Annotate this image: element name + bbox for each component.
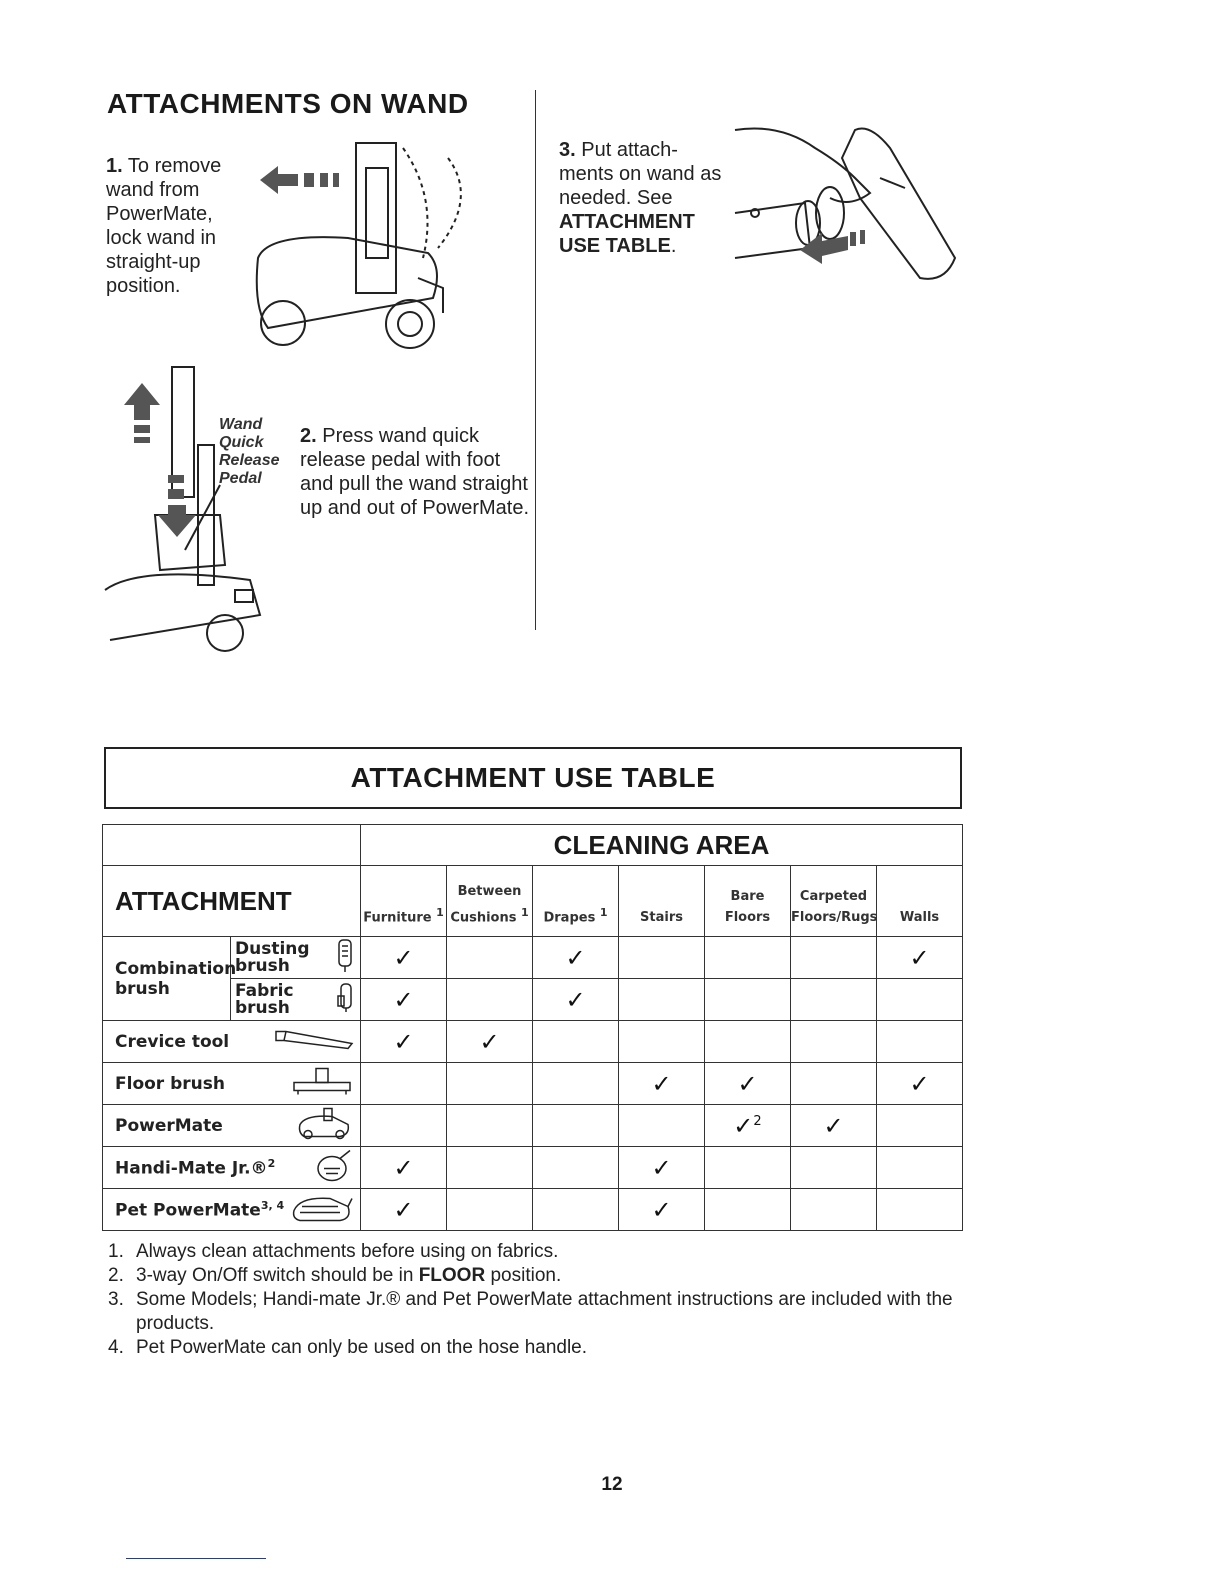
table-title-box <box>104 747 962 809</box>
check-cell: ✓ <box>791 1105 877 1147</box>
check-cell <box>705 1147 791 1189</box>
row-label: Pet PowerMate$^{3, 4}$ <box>103 1189 361 1231</box>
step-3-end: . <box>670 235 677 257</box>
pedal-label-line: Wand <box>219 416 263 433</box>
step-3-bold-text: ATTACHMENT USE TABLE <box>559 211 695 257</box>
column-header-drapes: Drapes $^1$ <box>533 866 619 937</box>
check-cell <box>705 937 791 979</box>
crevice-tool-icon <box>274 1028 354 1055</box>
check-cell <box>533 1063 619 1105</box>
check-cell: ✓ <box>361 937 447 979</box>
pedal-label <box>219 416 280 488</box>
row-label: Crevice tool <box>103 1021 361 1063</box>
check-cell <box>791 1147 877 1189</box>
table-row <box>103 937 963 979</box>
fabric-brush-cell: Fabric brush <box>231 979 361 1021</box>
quick-release-pedal-illustration <box>100 365 270 655</box>
check-cell <box>533 1189 619 1231</box>
footnotes <box>108 1240 968 1360</box>
check-cell: ✓ <box>619 1063 705 1105</box>
column-header-carpeted-floors: Carpeted Floors/Rugs <box>791 866 877 937</box>
check-cell: ✓ <box>361 1021 447 1063</box>
dusting-brush-icon <box>336 938 354 978</box>
powermate-icon <box>294 1106 354 1145</box>
step-1-number: 1. <box>106 155 123 177</box>
table-title: ATTACHMENT USE TABLE <box>350 762 716 793</box>
table-row <box>103 1021 963 1063</box>
step-1-text: To remove wand from PowerMate, lock wand in straight-up position. <box>106 155 222 297</box>
attachment-use-table <box>102 824 963 1231</box>
pedal-label-line: Release <box>219 452 280 469</box>
pet-powermate-icon <box>290 1190 354 1229</box>
check-cell <box>877 1021 963 1063</box>
step-2 <box>300 424 530 520</box>
handi-mate-icon <box>314 1148 354 1187</box>
table-row <box>103 1063 963 1105</box>
column-header-walls: Walls <box>877 866 963 937</box>
page-number: 12 <box>601 1474 623 1495</box>
check-cell: ✓ <box>361 1189 447 1231</box>
check-cell <box>619 1021 705 1063</box>
check-cell: ✓ <box>877 1063 963 1105</box>
check-cell <box>791 1189 877 1231</box>
check-cell: ✓$^2$ <box>705 1105 791 1147</box>
check-cell: ✓ <box>533 937 619 979</box>
pedal-label-line: Quick <box>219 434 264 451</box>
column-header-bare-floors: Bare Floors <box>705 866 791 937</box>
row-label: Floor brush <box>103 1063 361 1105</box>
check-cell <box>619 937 705 979</box>
check-cell <box>533 1105 619 1147</box>
check-cell <box>447 1063 533 1105</box>
check-cell: ✓ <box>877 937 963 979</box>
check-cell: ✓ <box>361 1147 447 1189</box>
check-cell <box>791 979 877 1021</box>
check-cell <box>877 1147 963 1189</box>
attachment-header: ATTACHMENT <box>103 866 361 937</box>
column-header-stairs: Stairs <box>619 866 705 937</box>
row-label: PowerMate <box>103 1105 361 1147</box>
footnote: 2. 3-way On/Off switch should be in FLOOR position. <box>108 1265 562 1286</box>
check-cell: ✓ <box>619 1189 705 1231</box>
wand-lock-illustration <box>238 138 528 363</box>
footnote: 1. Always clean attachments before using on fabrics. <box>108 1241 559 1262</box>
check-cell <box>533 1147 619 1189</box>
check-cell <box>447 1189 533 1231</box>
column-header-furniture: Furniture $^1$ <box>361 866 447 937</box>
section-title: ATTACHMENTS ON WAND <box>107 88 469 119</box>
pedal-label-line: Pedal <box>219 470 262 487</box>
step-2-number: 2. <box>300 425 317 447</box>
check-cell <box>791 937 877 979</box>
check-cell: ✓ <box>533 979 619 1021</box>
dusting-brush-cell: Dusting brush <box>231 937 361 979</box>
check-cell: ✓ <box>361 979 447 1021</box>
check-cell <box>877 1105 963 1147</box>
check-cell <box>705 1189 791 1231</box>
table-row <box>103 1105 963 1147</box>
step-3-number: 3. <box>559 139 576 161</box>
attachment-on-wand-illustration <box>730 118 965 288</box>
row-label: Handi-Mate Jr.®$^2$ <box>103 1147 361 1189</box>
check-cell <box>447 1147 533 1189</box>
floor-brush-icon <box>290 1066 354 1101</box>
step-3-text: Put attach- ments on wand as needed. See <box>559 139 722 209</box>
bottom-rule <box>126 1558 266 1559</box>
step-2-text: Press wand quick release pedal with foot and pull the wand straight up and out of PowerMate. <box>300 425 530 519</box>
column-header-cushions: Between Cushions $^1$ <box>447 866 533 937</box>
check-cell <box>791 1021 877 1063</box>
table-corner-cell <box>103 825 361 866</box>
fabric-brush-icon <box>336 982 354 1018</box>
step-1 <box>106 154 236 298</box>
footnote: 3. Some Models; Handi-mate Jr.® and Pet PowerMate attachment instructions are included with the products. <box>108 1289 953 1334</box>
check-cell <box>705 979 791 1021</box>
check-cell <box>877 979 963 1021</box>
check-cell <box>361 1063 447 1105</box>
combination-brush-label: Combination brush <box>103 937 231 1021</box>
cleaning-area-header: CLEANING AREA <box>361 825 963 866</box>
check-cell <box>361 1105 447 1147</box>
check-cell <box>447 937 533 979</box>
check-cell <box>791 1063 877 1105</box>
check-cell <box>619 979 705 1021</box>
column-divider <box>535 90 536 630</box>
check-cell <box>447 1105 533 1147</box>
step-3 <box>559 138 729 258</box>
check-cell: ✓ <box>705 1063 791 1105</box>
check-cell <box>705 1021 791 1063</box>
table-row <box>103 1147 963 1189</box>
check-cell <box>619 1105 705 1147</box>
check-cell: ✓ <box>619 1147 705 1189</box>
table-row <box>103 979 963 1021</box>
check-cell <box>877 1189 963 1231</box>
check-cell <box>533 1021 619 1063</box>
footnote: 4. Pet PowerMate can only be used on the hose handle. <box>108 1337 588 1358</box>
check-cell: ✓ <box>447 1021 533 1063</box>
check-cell <box>447 979 533 1021</box>
table-row <box>103 1189 963 1231</box>
